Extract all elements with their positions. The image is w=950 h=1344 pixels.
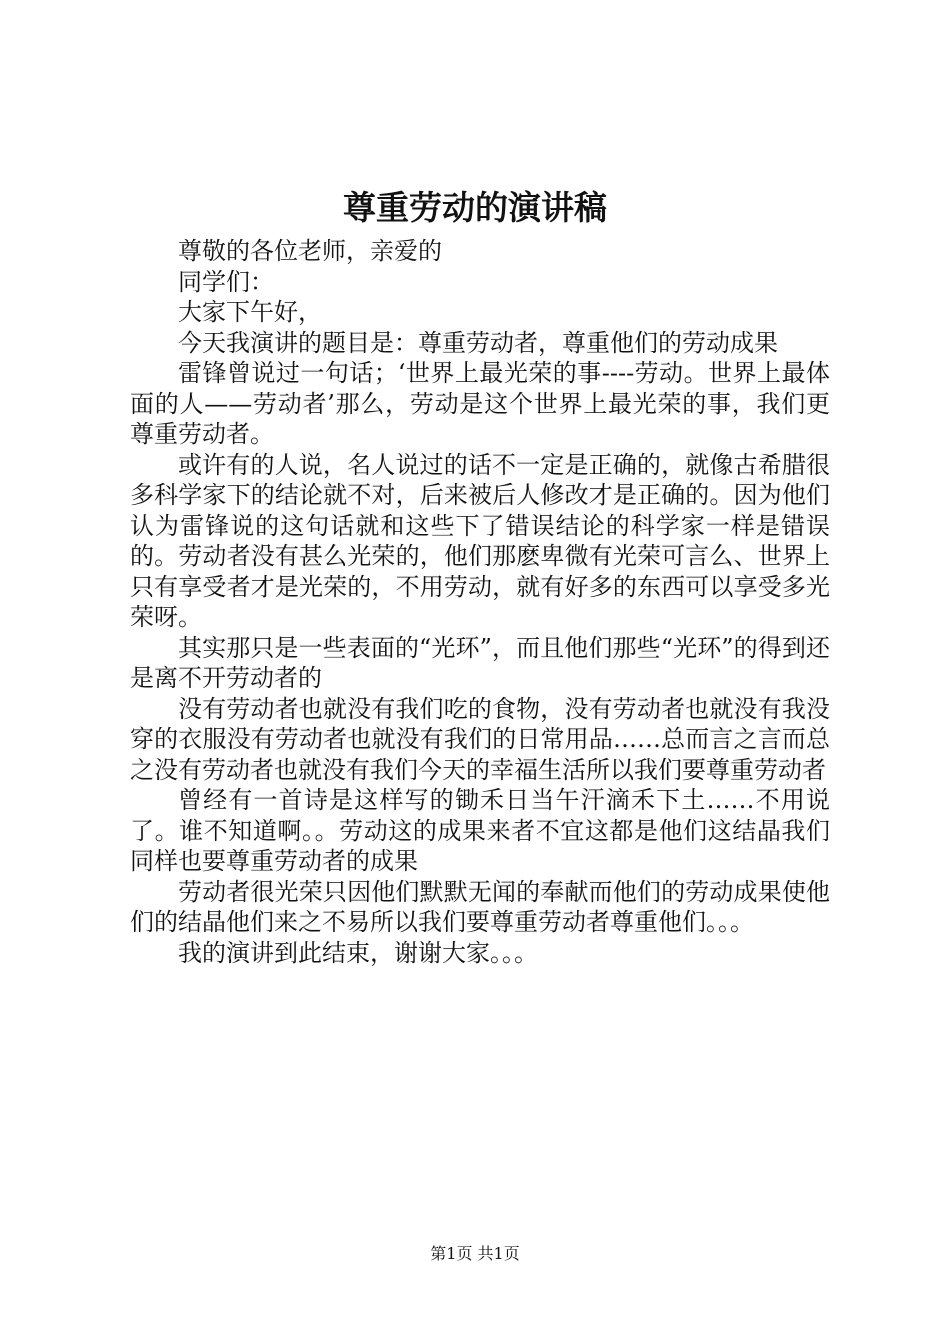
paragraph-body: 曾经有一首诗是这样写的锄禾日当午汗滴禾下土……不用说了。谁不知道啊。。劳动这的成果来者不宜这都是他们这结晶我们同样也要尊重劳动者的成果 [130, 786, 830, 875]
paragraph-salutation-2: 同学们： [178, 267, 274, 296]
document-title: 尊重劳动的演讲稿 [343, 188, 607, 227]
document-body [130, 236, 830, 968]
paragraph-body: 没有劳动者也就没有我们吃的食物，没有劳动者也就没有我没穿的衣服没有劳动者也就没有我们的日常用品……总而言之言而总之没有劳动者也就没有我们今天的幸福生活所以我们要尊重劳动者 [130, 694, 830, 784]
paragraph-body: 劳动者很光荣只因他们默默无闻的奉献而他们的劳动成果使他们的结晶他们来之不易所以我们要尊重劳动者尊重他们。。。 [130, 877, 830, 936]
page-number-footer: 第1页 共1页 [430, 1244, 520, 1263]
paragraph-body: 雷锋曾说过一句话；‘世界上最光荣的事----劳动。世界上最体面的人——劳动者’那么，劳动是这个世界上最光荣的事，我们更尊重劳动者。 [130, 359, 830, 448]
paragraph-closing: 我的演讲到此结束，谢谢大家。。。 [178, 938, 538, 967]
paragraph-body: 或许有的人说，名人说过的话不一定是正确的，就像古希腊很多科学家下的结论就不对，后来被后人修改才是正确的。因为他们认为雷锋说的这句话就和这些下了错误结论的科学家一样是错误的。劳动者没有甚么光荣的，他们那麽卑微有光荣可言么、世界上只有享受者才是光荣的，不用劳动，就有好多的东西可以享受多光荣呀。 [130, 450, 830, 631]
paragraph-body: 其实那只是一些表面的“光环”，而且他们那些“光环”的得到还是离不开劳动者的 [130, 633, 830, 692]
paragraph-greeting: 大家下午好， [178, 298, 322, 326]
paragraph-salutation-1: 尊敬的各位老师，亲爱的 [178, 237, 442, 265]
paragraph-topic: 今天我演讲的题目是：尊重劳动者，尊重他们的劳动成果 [178, 328, 778, 357]
